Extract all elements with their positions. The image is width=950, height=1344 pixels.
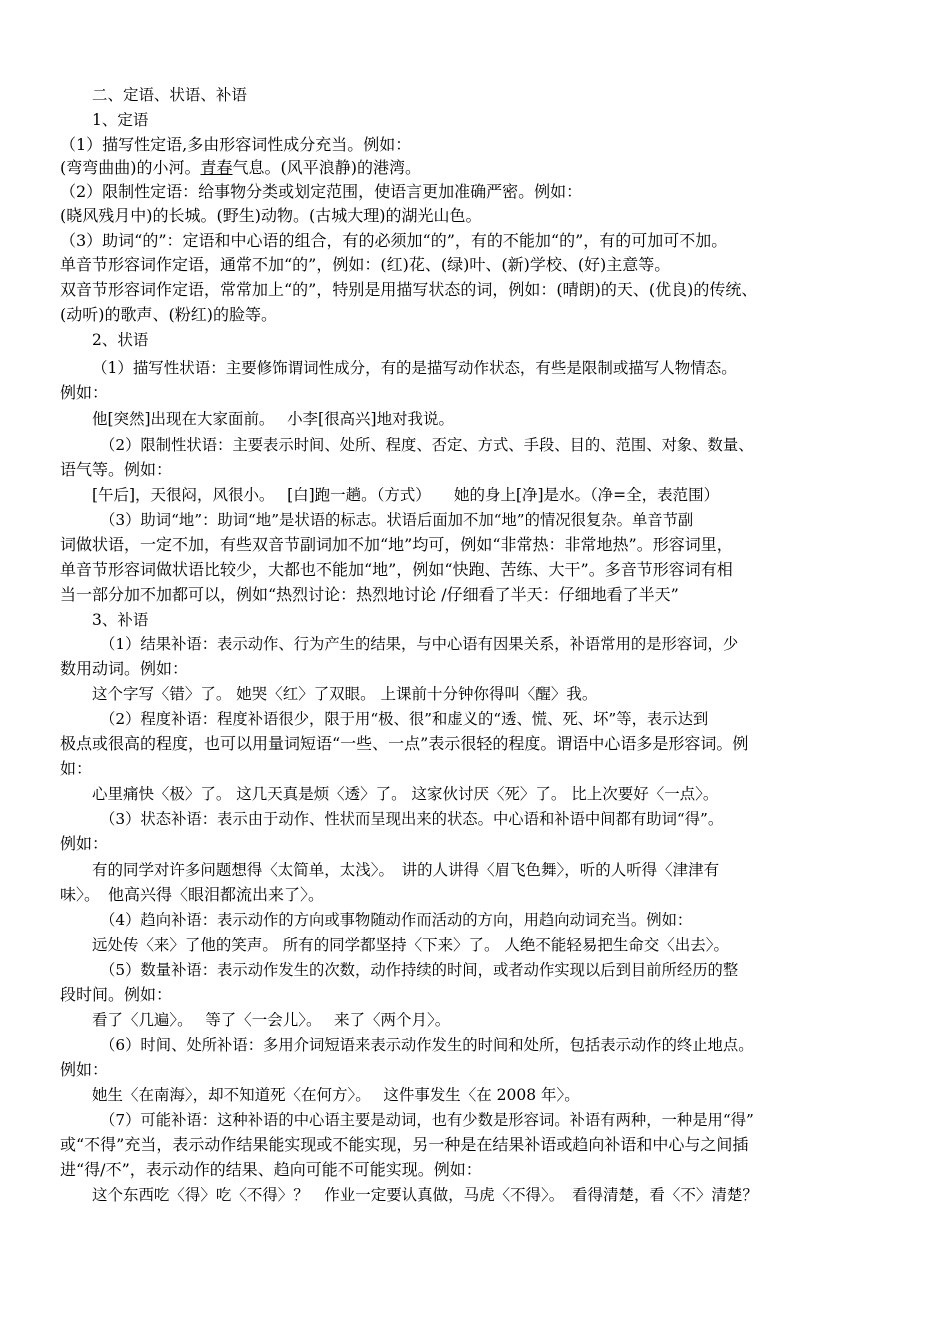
text-line: 段时间。例如： bbox=[60, 985, 173, 1004]
example-line: 他[突然]出现在大家面前。 小李[很高兴]地对我说。 bbox=[92, 410, 454, 428]
text-line: （4）趋向补语：表示动作的方向或事物随动作而活动的方向，用趋向动词充当。例如： bbox=[100, 911, 693, 929]
example-line: 她生〈在南海〉，却不知道死〈在何方〉。 这件事发生〈在 2008 年〉。 bbox=[92, 1086, 580, 1104]
text-line: 双音节形容词作定语，常常加上“的”，特别是用描写状态的词，例如：(晴朗)的天、(优良)的传统、 bbox=[60, 280, 758, 299]
text-line: （5）数量补语：表示动作发生的次数，动作持续的时间，或者动作实现以后到目前所经历的整 bbox=[100, 961, 739, 979]
example-line: 这个字写〈错〉了。 她哭〈红〉了双眼。 上课前十分钟你得叫〈醒〉我。 bbox=[92, 685, 598, 703]
text-line: （3）助词“地”：助词“地”是状语的标志。状语后面加不加“地”的情况很复杂。单音节副 bbox=[100, 511, 694, 529]
example-line: 看了〈几遍〉。 等了〈一会儿〉。 来了〈两个月〉。 bbox=[92, 1011, 451, 1029]
text-line: （6）时间、处所补语：多用介词短语来表示动作发生的时间和处所，包括表示动作的终止地点。 bbox=[100, 1036, 754, 1054]
text-line: 单音节形容词做状语比较少，大都也不能加“地”，例如“快跑、苦练、大干”。多音节形容词有相 bbox=[60, 560, 733, 579]
subheading-adverbial: 2、状语 bbox=[92, 331, 149, 349]
example-line: 有的同学对许多问题想得〈太简单，太浅〉。 讲的人讲得〈眉飞色舞〉，听的人听得〈津津有 bbox=[92, 861, 720, 879]
text-line: 例如： bbox=[60, 1060, 109, 1079]
text-line: 味〉。 他高兴得〈眼泪都流出来了〉。 bbox=[60, 885, 325, 904]
subheading-complement: 3、补语 bbox=[92, 611, 149, 629]
text-line: 极点或很高的程度，也可以用量词短语“一些、一点”表示很轻的程度。谓语中心语多是形容词。例 bbox=[60, 734, 749, 753]
text-line: （3）助词“的”：定语和中心语的组合，有的必须加“的”，有的不能加“的”，有的可加可不加。 bbox=[60, 231, 728, 250]
text-line: 或“不得”充当，表示动作结果能实现或不能实现，另一种是在结果补语或趋向补语和中心与之间插 bbox=[60, 1135, 749, 1154]
text-line: （2）限制性定语：给事物分类或划定范围，使语言更加准确严密。例如： bbox=[60, 182, 583, 201]
subheading-attributive: 1、定语 bbox=[92, 111, 149, 129]
text-line: （2）程度补语：程度补语很少，限于用“极、很”和虚义的“透、慌、死、坏”等，表示达到 bbox=[100, 710, 709, 728]
example-line: 心里痛快〈极〉了。 这几天真是烦〈透〉了。 这家伙讨厌〈死〉了。 比上次要好〈一点〉。 bbox=[92, 785, 719, 803]
example-line: [午后]，天很闷，风很小。 [白]跑一趟。（方式） 她的身上[净]是水。（净=全，表范围） bbox=[92, 486, 720, 504]
text-line: (动听)的歌声、(粉红)的脸等。 bbox=[60, 305, 277, 324]
text-line: （7）可能补语：这种补语的中心语主要是动词，也有少数是形容词。补语有两种，一种是用“得” bbox=[100, 1111, 754, 1129]
text-line: (弯弯曲曲)的小河。青春气息。(风平浪静)的港湾。 bbox=[60, 158, 422, 177]
text-line: 例如： bbox=[60, 383, 109, 402]
section-heading: 二、定语、状语、补语 bbox=[92, 86, 247, 104]
text-line: 单音节形容词作定语，通常不加“的”，例如：(红)花、(绿)叶、(新)学校、(好)主意等。 bbox=[60, 255, 671, 274]
text-line: 词做状语，一定不加，有些双音节副词加不加“地”均可，例如“非常热：非常地热”。形容词里， bbox=[60, 535, 733, 554]
underlined-word: 青春 bbox=[200, 158, 233, 177]
text-line: 语气等。例如： bbox=[60, 460, 173, 479]
text-line: 当一部分加不加都可以，例如“热烈讨论：热烈地讨论 /仔细看了半天：仔细地看了半天” bbox=[60, 585, 679, 604]
text-line: （3）状态补语：表示由于动作、性状而呈现出来的状态。中心语和补语中间都有助词“得”。 bbox=[100, 810, 724, 828]
example-line: 这个东西吃〈得〉吃〈不得〉？ 作业一定要认真做，马虎〈不得〉。 看得清楚，看〈不〉清楚？ bbox=[92, 1186, 758, 1204]
text-line: （2）限制性状语：主要表示时间、处所、程度、否定、方式、手段、目的、范围、对象、数量、 bbox=[100, 436, 754, 454]
text-line: （1）描写性定语,多由形容词性成分充当。例如： bbox=[60, 135, 412, 154]
text-line: 进“得/不”，表示动作的结果、趋向可能不可能实现。例如： bbox=[60, 1160, 482, 1179]
text-line: 如： bbox=[60, 759, 93, 778]
text-line: 数用动词。例如： bbox=[60, 659, 189, 678]
example-line: 远处传〈来〉了他的笑声。 所有的同学都坚持〈下来〉了。 人绝不能轻易把生命交〈出去〉。 bbox=[92, 936, 729, 954]
text-line: （1）描写性状语：主要修饰谓词性成分，有的是描写动作状态，有些是限制或描写人物情态。 bbox=[92, 359, 737, 377]
text-line: (晓风残月中)的长城。(野生)动物。(古城大理)的湖光山色。 bbox=[60, 206, 482, 225]
text-line: 例如： bbox=[60, 834, 109, 853]
text-line: （1）结果补语：表示动作、行为产生的结果，与中心语有因果关系，补语常用的是形容词，少 bbox=[100, 635, 739, 653]
